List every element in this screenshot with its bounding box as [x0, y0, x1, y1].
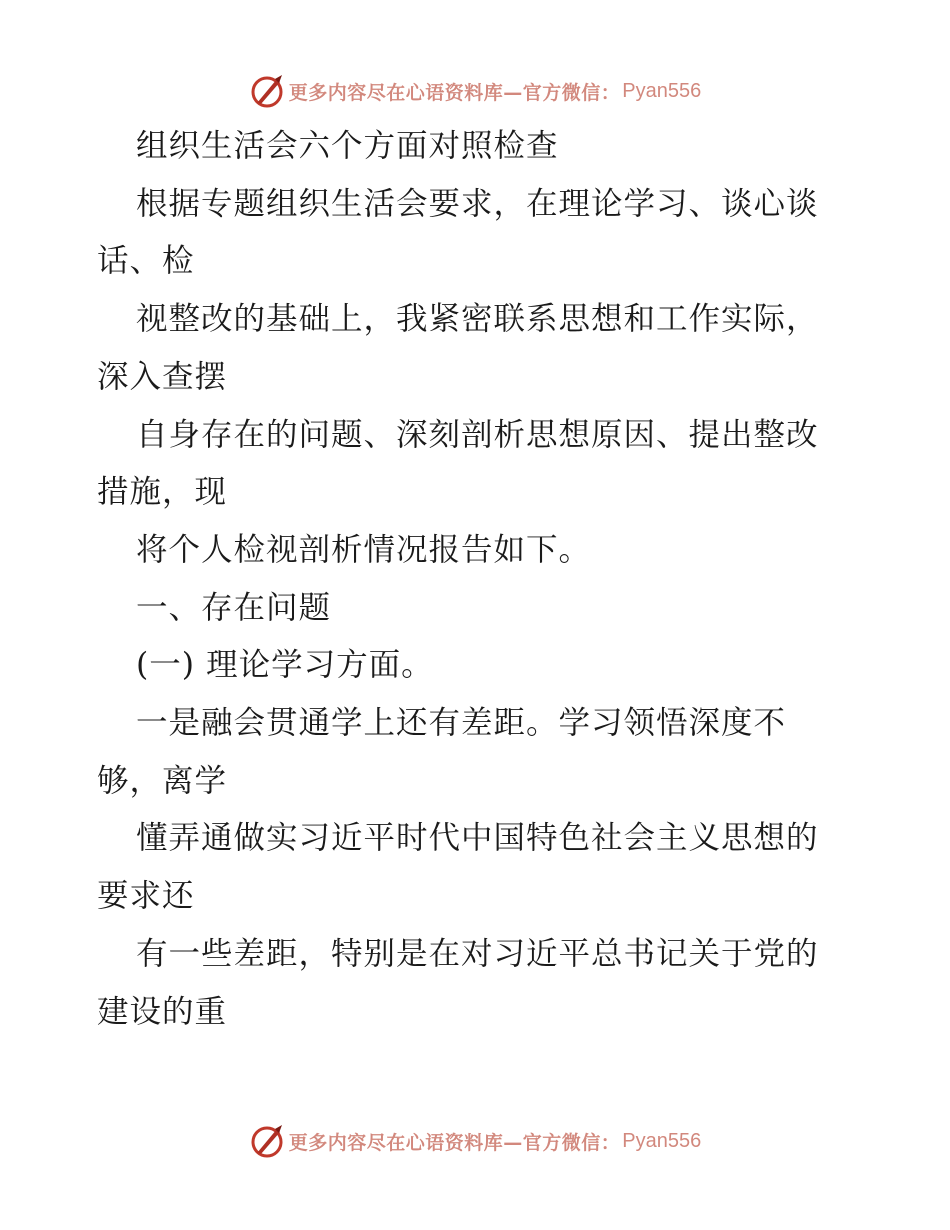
paragraph-line: 建设的重	[97, 993, 228, 1030]
paragraph-line: 懂弄通做实习近平时代中国特色社会主义思想的	[136, 820, 819, 857]
subsection-heading: (一) 理论学习方面。	[136, 647, 434, 684]
paragraph-line: 一是融会贯通学上还有差距。学习领悟深度不	[136, 705, 787, 742]
header-banner	[0, 71, 950, 111]
paragraph-line: 够，离学	[97, 762, 228, 799]
quill-logo-icon	[249, 73, 285, 109]
section-heading: 一、存在问题	[136, 589, 332, 626]
paragraph-line: 话、检	[97, 243, 195, 280]
header-text: 更多内容尽在心语资料库—官方微信：	[288, 81, 621, 104]
document-title: 组织生活会六个方面对照检查	[136, 128, 559, 164]
header-wechat-id: Pyan556	[622, 79, 702, 102]
footer-text: 更多内容尽在心语资料库—官方微信：	[288, 1131, 621, 1154]
paragraph-line: 根据专题组织生活会要求，在理论学习、谈心谈	[136, 185, 819, 222]
paragraph-line: 将个人检视剖析情况报告如下。	[136, 531, 592, 568]
quill-logo-icon	[249, 1123, 285, 1159]
paragraph-line: 视整改的基础上，我紧密联系思想和工作实际，	[136, 301, 819, 338]
paragraph-line: 深入查摆	[97, 358, 228, 395]
paragraph-line: 措施，现	[97, 474, 228, 511]
paragraph-line: 有一些差距，特别是在对习近平总书记关于党的	[136, 935, 819, 972]
document-body	[97, 118, 857, 1041]
paragraph-line: 要求还	[97, 878, 195, 915]
paragraph-line: 自身存在的问题、深刻剖析思想原因、提出整改	[136, 416, 819, 453]
footer-wechat-id: Pyan556	[622, 1129, 702, 1152]
footer-banner	[0, 1121, 950, 1161]
